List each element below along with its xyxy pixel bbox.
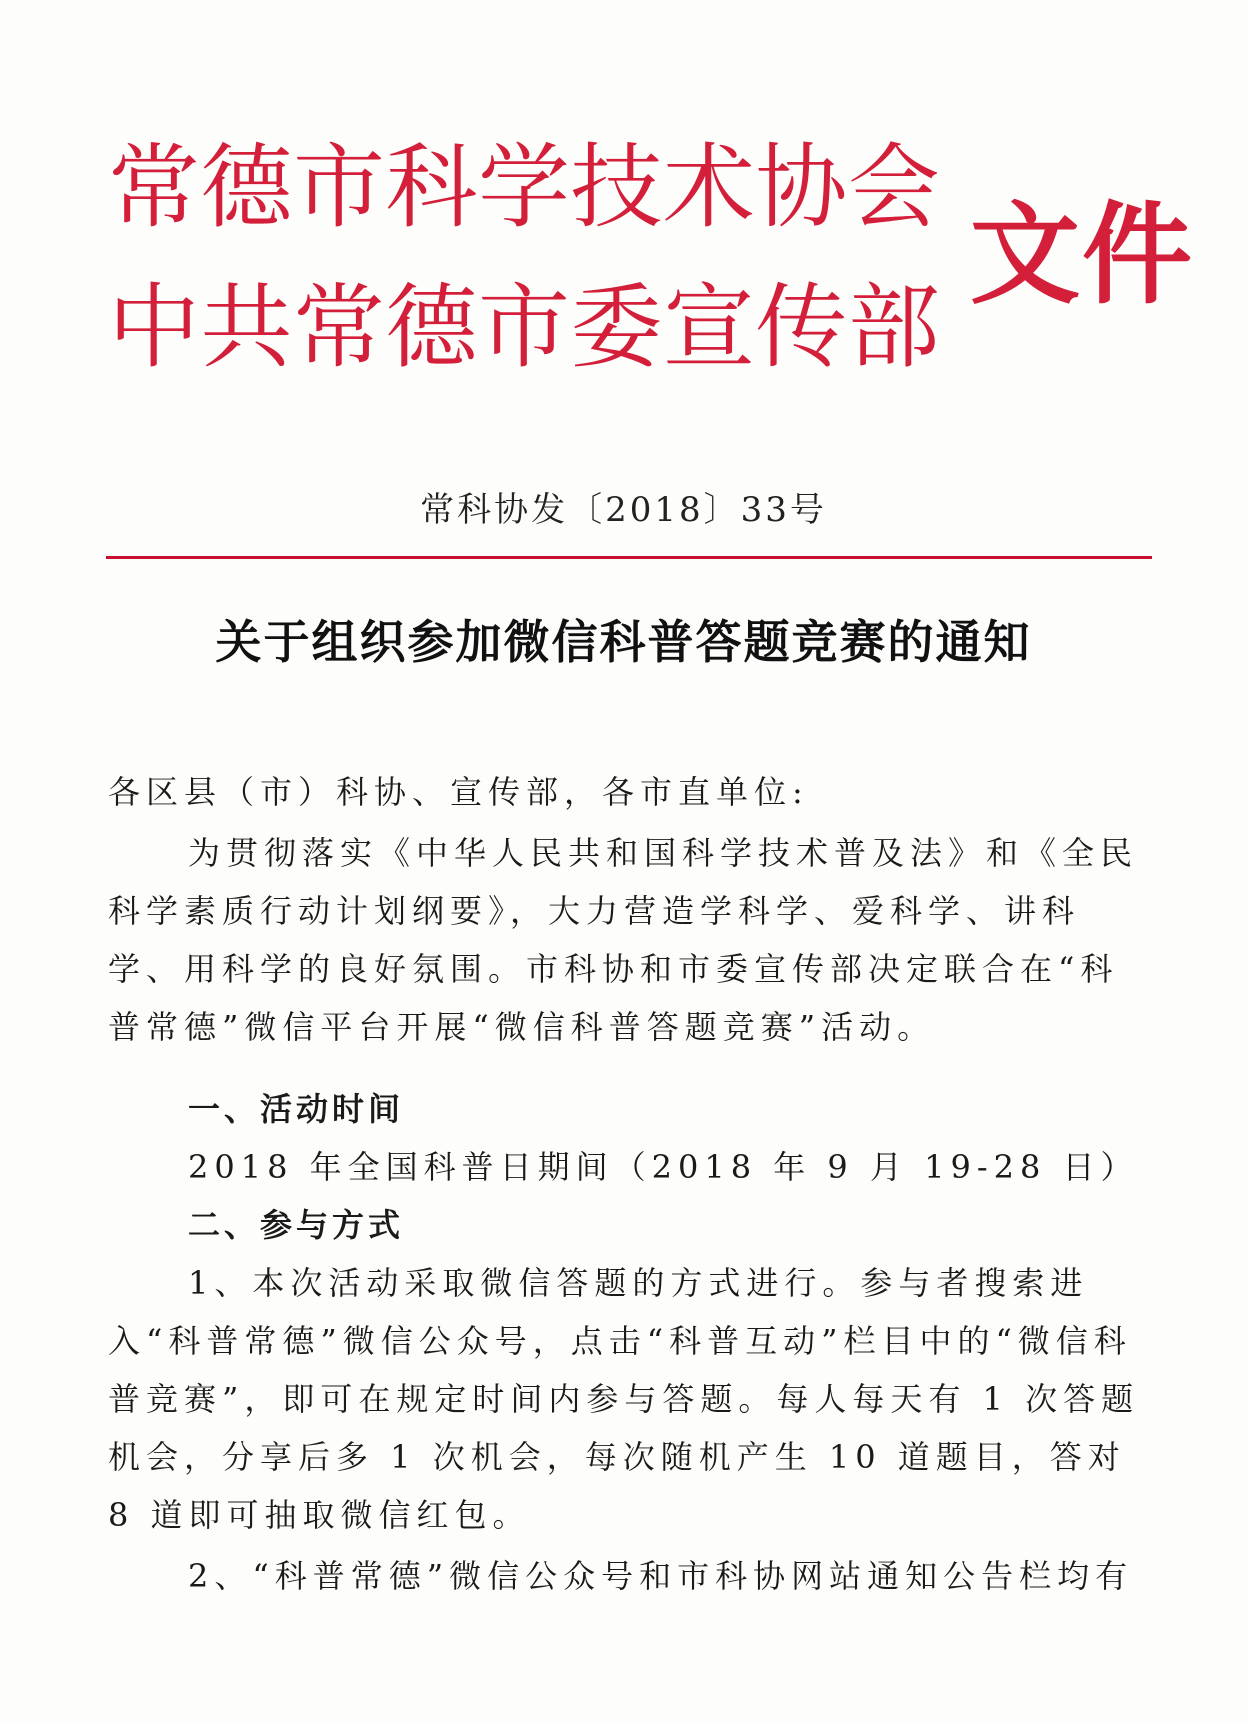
org2-char: 委 [570, 274, 663, 381]
document-type-label: 文件 [970, 191, 1194, 319]
org1-char: 协 [755, 134, 848, 241]
document-number: 常科协发〔2018〕33号 [420, 490, 827, 530]
intro-text: 为贯彻落实《中华人民共和国科学技术普及法》和《全民科学素质行动计划纲要》，大力营造学科学、爱科学、讲科学、用科学的良好氛围。市科协和市委宣传部决定联合在“科普常德”微信平台开展“微信科普答题竞赛”活动。 [108, 834, 1139, 1046]
section-2-item-2 [108, 1547, 1148, 1605]
document-title: 关于组织参加微信科普答题竞赛的通知 [215, 615, 1032, 669]
org2-char: 德 [385, 274, 478, 381]
section-1-heading-text: 一、活动时间 [188, 1090, 405, 1128]
section-2-item-1 [108, 1254, 1148, 1544]
org1-char: 技 [570, 134, 663, 241]
intro-paragraph [108, 824, 1148, 1056]
org1-char: 学 [477, 134, 570, 241]
org2-char: 市 [477, 274, 570, 381]
org1-char: 科 [385, 134, 478, 241]
org2-char: 常 [292, 274, 385, 381]
red-divider-line [106, 556, 1152, 559]
org2-char: 中 [108, 274, 201, 381]
org2-char: 部 [847, 274, 940, 381]
item-1-text: 1、本次活动采取微信答题的方式进行。参与者搜索进入“科普常德”微信公众号，点击“科普互动”栏目中的“微信科普竞赛”，即可在规定时间内参与答题。每人每天有 1 次答题机会，分享后多 1 次机会，每次随机产生 10 道题目，答对 8 道即可抽取微信红包。 [108, 1264, 1140, 1534]
org1-char: 常 [108, 134, 201, 241]
org2-char: 宣 [662, 274, 755, 381]
section-2-heading-text: 二、参与方式 [188, 1206, 405, 1244]
salutation-text: 各区县（市）科协、宣传部，各市直单位: [108, 773, 809, 811]
section-2-heading [108, 1196, 1148, 1254]
org1-char: 德 [200, 134, 293, 241]
salutation [108, 763, 1148, 821]
activity-time-text: 2018 年全国科普日期间（2018 年 9 月 19-28 日） [188, 1148, 1139, 1186]
section-1-heading [108, 1080, 1148, 1138]
org2-char: 共 [200, 274, 293, 381]
org2-char: 传 [755, 274, 848, 381]
org1-char: 市 [292, 134, 385, 241]
org1-char: 术 [662, 134, 755, 241]
section-1-body [108, 1138, 1148, 1196]
issuing-org-line-1 [108, 134, 940, 241]
issuing-org-line-2 [108, 274, 940, 381]
org1-char: 会 [847, 134, 940, 241]
item-2-text: 2、“科普常德”微信公众号和市科协网站通知公告栏均有 [188, 1557, 1134, 1595]
